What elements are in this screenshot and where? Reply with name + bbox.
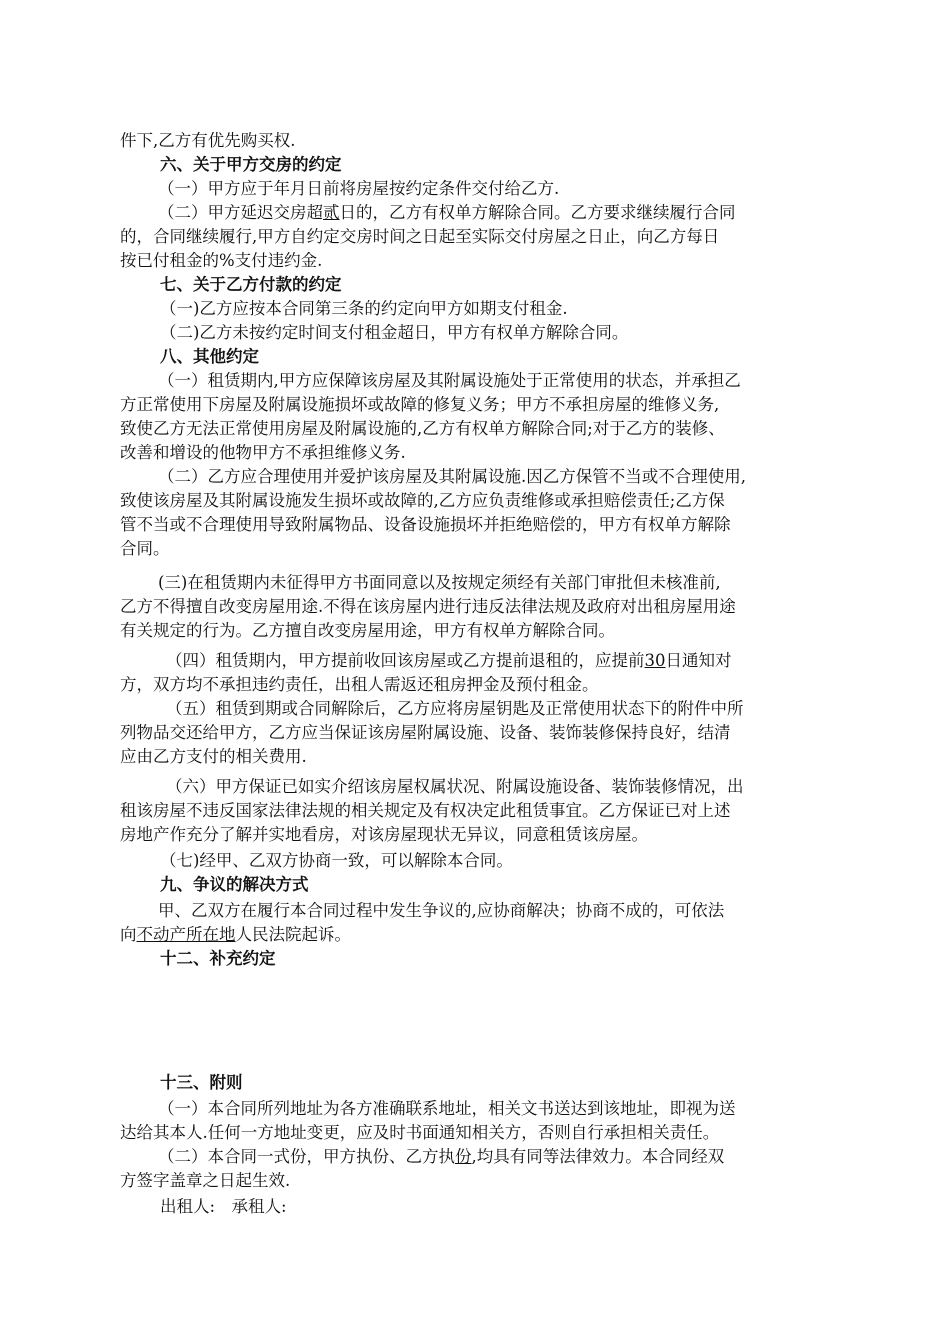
section-heading: 十三、附则 [160, 1073, 243, 1092]
text-line: 应由乙方支付的相关费用. [120, 747, 307, 766]
text-line: 方，双方均不承担违约责任，出租人需返还租房押金及预付租金。 [120, 675, 599, 694]
text-line: （二）甲方延迟交房超贰日的，乙方有权单方解除合同。乙方要求继续履行合同 [158, 203, 736, 222]
text-line: （二）乙方应合理使用并爱护该房屋及其附属设施.因乙方保管不当或不合理使用, [158, 467, 746, 486]
text-line: (三)在租赁期内未征得甲方书面同意以及按规定须经有关部门审批但未核准前, [158, 573, 721, 592]
text-line: 房地产作充分了解并实地看房，对该房屋现状无异议，同意租赁该房屋。 [120, 825, 648, 844]
text-line: 致使乙方无法正常使用房屋及附属设施的,乙方有权单方解除合同;对于乙方的装修、 [120, 419, 725, 438]
text-line: 合同。 [120, 539, 170, 558]
text-line: （一）本合同所列地址为各方准确联系地址，相关文书送达到该地址，即视为送 [158, 1099, 736, 1118]
section-heading: 十二、补充约定 [160, 949, 276, 968]
text-line: 方签字盖章之日起生效. [120, 1171, 291, 1190]
text-line: （六）甲方保证已如实介绍该房屋权属状况、附属设施设备、装饰装修情况，出 [166, 777, 744, 796]
text-line: （二）本合同一式份，甲方执份、乙方执份,均具有同等法律效力。本合同经双 [158, 1147, 725, 1166]
section-heading: 七、关于乙方付款的约定 [160, 275, 342, 294]
text-line: 致使该房屋及其附属设施发生损坏或故障的,乙方应负责维修或承担赔偿责任;乙方保 [120, 491, 725, 510]
text-line: （七)经甲、乙双方协商一致，可以解除本合同。 [160, 851, 513, 870]
text-line: （一)乙方应按本合同第三条的约定向甲方如期支付租金. [160, 299, 568, 318]
text-line: 租该房屋不违反国家法律法规的相关规定及有权决定此租赁事宜。乙方保证已对上述 [120, 801, 731, 820]
section-heading: 六、关于甲方交房的约定 [160, 155, 342, 174]
text-line: 向不动产所在地人民法院起诉。 [120, 925, 351, 944]
section-heading: 八、其他约定 [160, 347, 259, 366]
text-line: 管不当或不合理使用导致附属物品、设备设施损坏并拒绝赔偿的，甲方有权单方解除 [120, 515, 731, 534]
text-line: 乙方不得擅自改变房屋用途.不得在该房屋内进行违反法律法规及政府对出租房屋用途 [120, 597, 736, 616]
text-line: 甲、乙双方在履行本合同过程中发生争议的,应协商解决；协商不成的，可依法 [158, 901, 725, 920]
text-line: 改善和增设的他物甲方不承担维修义务. [120, 443, 406, 462]
text-line: （一）甲方应于年月日前将房屋按约定条件交付给乙方. [158, 179, 560, 198]
text-line: 的，合同继续履行,甲方自约定交房时间之日起至实际交付房屋之日止，向乙方每日 [120, 227, 720, 246]
signature-line: 出租人: 承租人: [160, 1197, 287, 1216]
text-line: （四）租赁期内，甲方提前收回该房屋或乙方提前退租的，应提前30日通知对 [166, 651, 732, 670]
text-line: 达给其本人.任何一方地址变更，应及时书面通知相关方，否则自行承担相关责任。 [120, 1123, 720, 1142]
text-line: （一）租赁期内,甲方应保障该房屋及其附属设施处于正常使用的状态，并承担乙 [158, 371, 741, 390]
text-line: 件下,乙方有优先购买权. [120, 131, 296, 150]
text-line: 列物品交还给甲方，乙方应当保证该房屋附属设施、设备、装饰装修保持良好，结清 [120, 723, 731, 742]
text-line: 方正常使用下房屋及附属设施损坏或故障的修复义务；甲方不承担房屋的维修义务, [120, 395, 720, 414]
section-heading: 九、争议的解决方式 [160, 875, 309, 894]
text-line: （五）租赁到期或合同解除后，乙方应将房屋钥匙及正常使用状态下的附件中所 [166, 699, 744, 718]
text-line: 按已付租金的%支付违约金. [120, 251, 323, 270]
text-line: 有关规定的行为。乙方擅自改变房屋用途，甲方有权单方解除合同。 [120, 621, 615, 640]
text-line: （二)乙方未按约定时间支付租金超日，甲方有权单方解除合同。 [160, 323, 629, 342]
